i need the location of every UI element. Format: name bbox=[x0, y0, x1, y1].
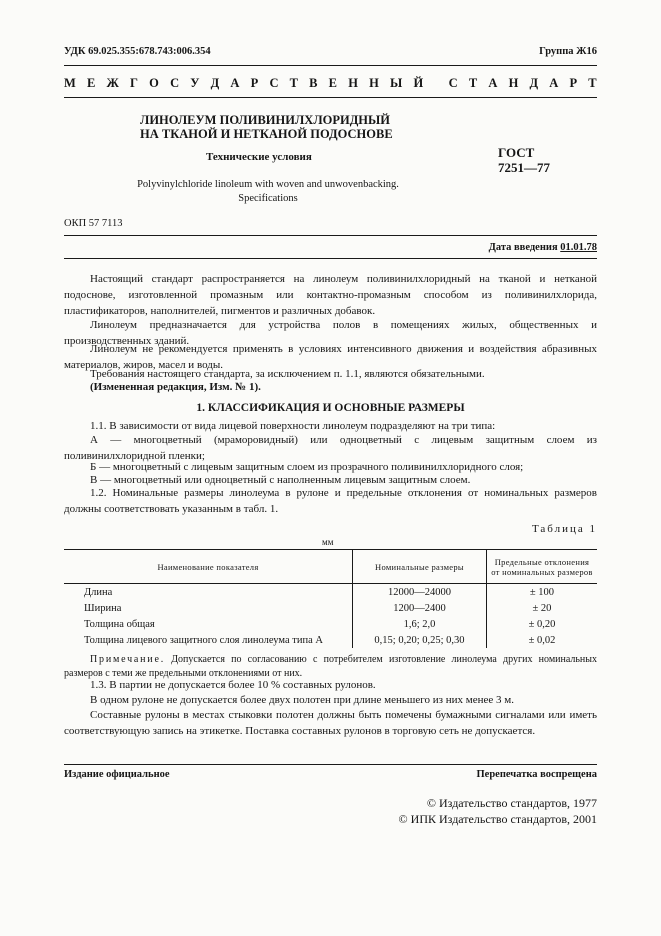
group-code: Группа Ж16 bbox=[539, 46, 597, 57]
okp-code: ОКП 57 7113 bbox=[64, 218, 123, 229]
banner-letter: Д bbox=[210, 76, 220, 90]
section-1-composite-rolls: Составные рулоны в местах стыковки полотен должны быть помечены бумажными сигналами или иметь соответствующую запись на этикетке. Поставка составных рулонов в торговую сеть не допускается. bbox=[64, 709, 597, 737]
banner-letter: Ы bbox=[390, 76, 403, 90]
section-1-type-v: В — многоцветный или одноцветный с наполненным лицевым защитным слоем. bbox=[90, 474, 471, 486]
document-title bbox=[140, 113, 393, 141]
footer-rule bbox=[64, 764, 597, 765]
table-cell: ± 20 bbox=[487, 600, 598, 616]
date-rule bbox=[64, 258, 597, 259]
copyright-2001: © ИПК Издательство стандартов, 2001 bbox=[398, 812, 597, 826]
section-1-type-a: А — многоцветный (мраморовидный) или одноцветный с лицевым защитным слоем из поливинилхлоридной пленки; bbox=[64, 434, 597, 462]
intro-paragraph-1: Настоящий стандарт распространяется на линолеум поливинилхлоридный на тканой и нетканой подоснове, изготовленной промазным или контактно-промазным способом из поливинилхлорида, пластификаторов, наполнителей, пигментов и различных добавок. bbox=[64, 273, 597, 317]
date-value: 01.01.78 bbox=[560, 242, 597, 253]
table-row bbox=[64, 584, 597, 601]
banner-letter: А bbox=[488, 76, 498, 90]
banner-letter: Т bbox=[289, 76, 298, 90]
banner-letter: У bbox=[190, 76, 200, 90]
banner-letter: С bbox=[269, 76, 279, 90]
intro-amendment-note: (Измененная редакция, Изм. № 1). bbox=[90, 381, 261, 393]
table-cell: Толщина лицевого защитного слоя линолеума типа А bbox=[84, 634, 323, 646]
gost-number: 7251—77 bbox=[498, 160, 550, 175]
udk-code: УДК 69.025.355:678.743:006.354 bbox=[64, 46, 211, 57]
okp-rule bbox=[64, 235, 597, 236]
section-1-heading: 1. КЛАССИФИКАЦИЯ И ОСНОВНЫЕ РАЗМЕРЫ bbox=[196, 402, 465, 414]
english-title-line-1: Polyvinylchloride linoleum with woven and unwovenbacking. bbox=[137, 179, 399, 190]
table-row bbox=[64, 600, 597, 616]
banner-letter: Т bbox=[588, 76, 597, 90]
table-row bbox=[64, 632, 597, 648]
table-header-cell: Номинальные размеры bbox=[353, 550, 487, 584]
banner-letter: А bbox=[230, 76, 240, 90]
table-cell: Толщина общая bbox=[84, 618, 155, 630]
banner-letter: Н bbox=[508, 76, 519, 90]
banner-letter: Д bbox=[529, 76, 539, 90]
introduction-date bbox=[489, 242, 597, 253]
table-cell: 0,15; 0,20; 0,25; 0,30 bbox=[353, 632, 487, 648]
section-1-type-b: Б — многоцветный с лицевым защитным слоем из прозрачного поливинилхлоридного слоя; bbox=[90, 461, 524, 473]
banner-letter: А bbox=[549, 76, 559, 90]
banner-letter: Е bbox=[86, 76, 96, 90]
table-cell: 1200—2400 bbox=[353, 600, 487, 616]
table-cell: ± 0,02 bbox=[487, 632, 598, 648]
table-cell: ± 0,20 bbox=[487, 616, 598, 632]
banner-letter: Г bbox=[130, 76, 138, 90]
banner-letter: С bbox=[448, 76, 458, 90]
section-1-roll-limit: В одном рулоне не допускается более двух полотен при длине меньшего из них менее 3 м. bbox=[90, 694, 514, 706]
banner-letter: Н bbox=[348, 76, 358, 90]
title-line-2: НА ТКАНОЙ И НЕТКАНОЙ ПОДОСНОВЕ bbox=[140, 127, 393, 141]
banner-letter: Р bbox=[250, 76, 259, 90]
table-note bbox=[64, 653, 597, 680]
title-line-1: ЛИНОЛЕУМ ПОЛИВИНИЛХЛОРИДНЫЙ bbox=[140, 113, 391, 127]
section-1-paragraph-1-3: 1.3. В партии не допускается более 10 % составных рулонов. bbox=[90, 679, 376, 691]
copyright-block bbox=[399, 795, 597, 827]
banner-letter: В bbox=[309, 76, 318, 90]
table-cell: ± 100 bbox=[487, 584, 598, 601]
intro-paragraph-2: Линолеум предназначается для устройства полов в помещениях жилых, общественных и производственных зданий. bbox=[64, 319, 597, 347]
note-label: Примечание. bbox=[90, 654, 166, 665]
reprint-prohibited: Перепечатка воспрещена bbox=[476, 769, 597, 780]
banner-letter: Й bbox=[413, 76, 424, 90]
banner-letter: Р bbox=[569, 76, 578, 90]
banner-letter: Т bbox=[468, 76, 478, 90]
banner-letter: Н bbox=[369, 76, 379, 90]
section-1-paragraph-1-2: 1.2. Номинальные размеры линолеума в рулоне и предельные отклонения от номинальных размеров должны соответствовать указанным в табл. 1. bbox=[64, 487, 597, 515]
english-title bbox=[118, 178, 418, 206]
official-edition: Издание официальное bbox=[64, 769, 170, 780]
dimensions-table bbox=[64, 549, 597, 648]
table-row bbox=[64, 616, 597, 632]
copyright-1977: © Издательство стандартов, 1977 bbox=[426, 796, 597, 810]
table-unit: мм bbox=[322, 537, 334, 547]
table-caption: Таблица 1 bbox=[531, 523, 597, 535]
banner-letter bbox=[434, 76, 437, 91]
banner-letter: С bbox=[170, 76, 180, 90]
intro-paragraph-3: Линолеум не рекомендуется применять в условиях интенсивного движения и воздействия абразивных материалов, жиров, масел и воды. bbox=[64, 343, 597, 371]
banner-letter: М bbox=[64, 76, 76, 90]
english-title-line-2: Specifications bbox=[238, 193, 298, 204]
note-text: Допускается по согласованию с потребителем изготовление линолеума других номинальных размеров с теми же предельными отклонениями от них. bbox=[64, 654, 597, 679]
table-cell: Ширина bbox=[84, 602, 122, 614]
document-subtitle: Технические условия bbox=[206, 151, 312, 163]
banner-letter: Ж bbox=[106, 76, 119, 90]
table-cell: 12000—24000 bbox=[353, 584, 487, 601]
banner-letter: О bbox=[149, 76, 159, 90]
standard-type-banner bbox=[64, 76, 597, 91]
header-rule-top bbox=[64, 65, 597, 66]
date-label: Дата введения bbox=[488, 242, 558, 253]
gost-label: ГОСТ bbox=[498, 145, 535, 160]
section-1-paragraph-1: 1.1. В зависимости от вида лицевой поверхности линолеум подразделяют на три типа: bbox=[90, 420, 496, 432]
table-header-cell: Предельные отклонения от номинальных размеров bbox=[487, 550, 598, 584]
table-cell: 1,6; 2,0 bbox=[353, 616, 487, 632]
gost-designation bbox=[498, 145, 550, 175]
table-header-row bbox=[64, 550, 597, 584]
intro-paragraph-4: Требования настоящего стандарта, за исключением п. 1.1, являются обязательными. bbox=[90, 368, 485, 380]
banner-letter: Е bbox=[328, 76, 338, 90]
table-cell: Длина bbox=[84, 586, 113, 598]
header-rule-bottom bbox=[64, 97, 597, 98]
table-header-cell: Наименование показателя bbox=[64, 550, 353, 584]
